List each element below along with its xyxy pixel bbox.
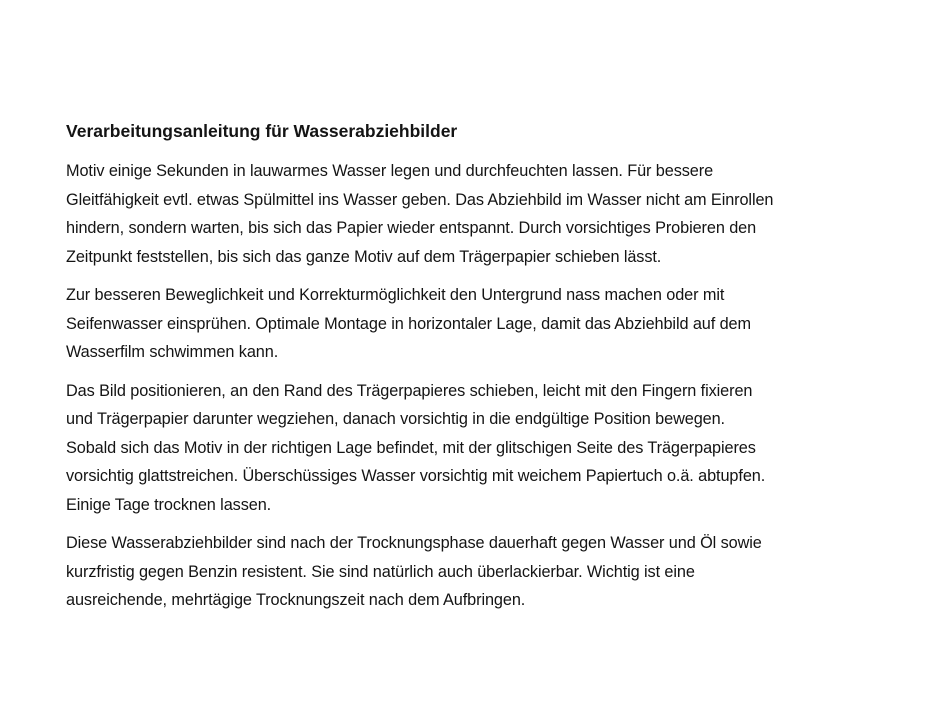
text-line: Diese Wasserabziehbilder sind nach der Trocknungsphase dauerhaft gegen Wasser und Öl sowie bbox=[66, 534, 762, 552]
text-line: Seifenwasser einsprühen. Optimale Montage in horizontaler Lage, damit das Abziehbild auf dem bbox=[66, 314, 751, 333]
paragraph-soaking bbox=[66, 157, 896, 271]
paragraph-mobility bbox=[66, 281, 896, 367]
text-line: Zeitpunkt feststellen, bis sich das ganze Motiv auf dem Trägerpapier schieben lässt. bbox=[66, 247, 662, 266]
text-line: vorsichtig glattstreichen. Überschüssiges Wasser vorsichtig mit weichem Papiertuch o.ä. abtupfen. bbox=[66, 467, 766, 485]
document-title: Verarbeitungsanleitung für Wasserabziehbilder bbox=[66, 121, 458, 141]
text-line: ausreichende, mehrtägige Trocknungszeit nach dem Aufbringen. bbox=[66, 591, 526, 609]
text-line: Wasserfilm schwimmen kann. bbox=[66, 343, 279, 361]
text-line: und Trägerpapier darunter wegziehen, danach vorsichtig in die endgültige Position bewegen. bbox=[66, 410, 725, 428]
text-line: Sobald sich das Motiv in der richtigen Lage befindet, mit der glitschigen Seite des Trägerpapieres bbox=[66, 438, 756, 457]
text-line: kurzfristig gegen Benzin resistent. Sie sind natürlich auch überlackierbar. Wichtig ist eine bbox=[66, 562, 695, 581]
text-line: Zur besseren Beweglichkeit und Korrekturmöglichkeit den Untergrund nass machen oder mit bbox=[66, 286, 725, 304]
paragraph-positioning bbox=[66, 377, 896, 520]
paragraph-durability bbox=[66, 529, 896, 615]
document-page bbox=[66, 117, 896, 625]
text-line: Gleitfähigkeit evtl. etwas Spülmittel ins Wasser geben. Das Abziehbild im Wasser nicht am Einrollen bbox=[66, 190, 774, 209]
text-line: Das Bild positionieren, an den Rand des Trägerpapieres schieben, leicht mit den Fingern fixieren bbox=[66, 381, 753, 400]
text-line: hindern, sondern warten, bis sich das Papier wieder entspannt. Durch vorsichtiges Probieren den bbox=[66, 219, 757, 237]
text-line: Einige Tage trocknen lassen. bbox=[66, 495, 272, 514]
text-line: Motiv einige Sekunden in lauwarmes Wasser legen und durchfeuchten lassen. Für bessere bbox=[66, 162, 714, 180]
